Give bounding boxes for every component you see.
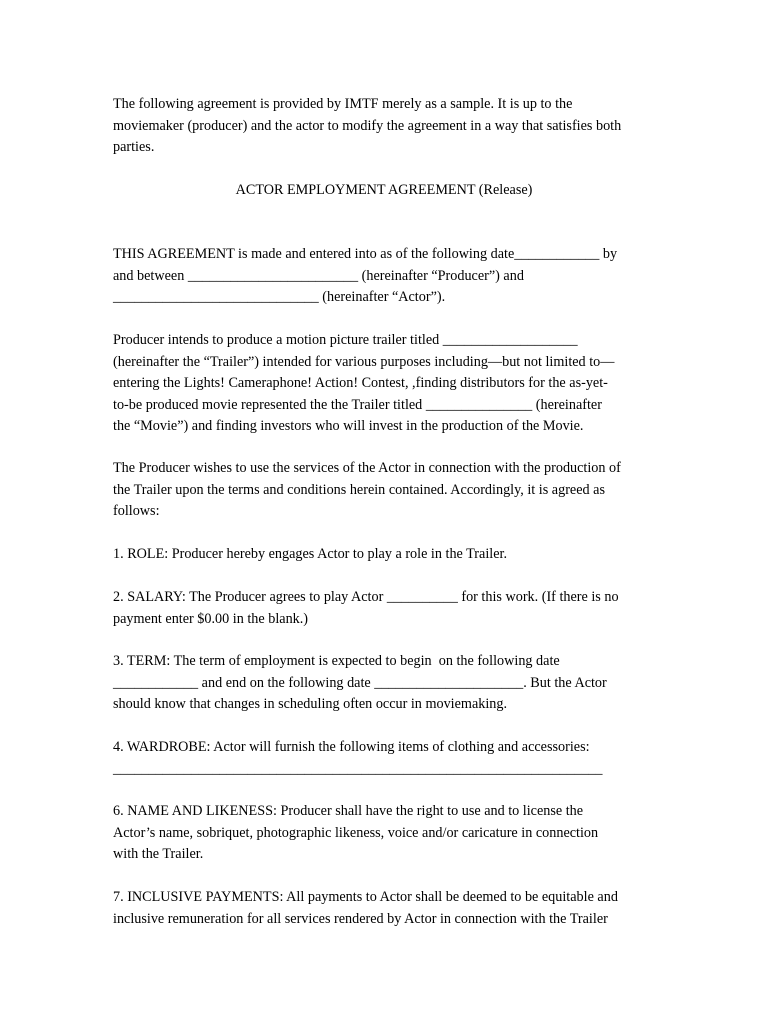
clause-line: 2. SALARY: The Producer agrees to play Actor __________ for this work. (If there is no [113,589,619,605]
clause-line: should know that changes in scheduling often occur in moviemaking. [113,696,508,712]
intro-line: The following agreement is provided by IMTF merely as a sample. It is up to the [113,96,573,112]
intro-line: parties. [113,139,155,155]
clause-line: Actor’s name, sobriquet, photographic likeness, voice and/or caricature in connection [113,824,599,841]
clause-inclusive-payments [113,887,658,930]
clause-role [113,544,658,566]
clause-term [113,651,658,716]
recital-line: the Trailer upon the terms and conditions herein contained. Accordingly, it is agreed as [113,481,605,498]
clause-line: with the Trailer. [113,846,204,862]
clause-line: 1. ROLE: Producer hereby engages Actor to play a role in the Trailer. [113,546,507,562]
recital-line: to-be produced movie represented the the Trailer titled _______________ (hereinafter [113,396,602,413]
clause-line: 7. INCLUSIVE PAYMENTS: All payments to Actor shall be deemed to be equitable and [113,889,618,905]
preamble-line: THIS AGREEMENT is made and entered into as of the following date____________ by [113,246,618,262]
intro-line: moviemaker (producer) and the actor to modify the agreement in a way that satisfies both [113,117,622,134]
preamble-line: _____________________________ (hereinafter “Actor”). [113,289,446,305]
agreement-title: ACTOR EMPLOYMENT AGREEMENT (Release) [235,182,533,198]
recital-line: entering the Lights! Cameraphone! Action! Contest, ,finding distributors for the as-yet- [113,375,608,391]
intro-paragraph [113,94,658,159]
recital-paragraph-2 [113,458,658,523]
clause-salary [113,587,658,630]
recital-line: (hereinafter the “Trailer”) intended for various purposes including—but not limited to— [113,353,615,370]
clause-line: 3. TERM: The term of employment is expected to begin on the following date [113,653,560,669]
clause-line: ____________ and end on the following date _____________________. But the Actor [113,674,607,691]
recital-line: the “Movie”) and finding investors who will invest in the production of the Movie. [113,418,584,434]
clause-name-and-likeness [113,801,658,866]
clause-wardrobe [113,737,658,780]
recital-line: The Producer wishes to use the services of the Actor in connection with the production of [113,460,621,476]
clause-line: _____________________________________________________________________ [113,760,603,777]
recital-paragraph-1 [113,330,658,438]
clause-line: 4. WARDROBE: Actor will furnish the following items of clothing and accessories: [113,739,590,755]
clause-line: inclusive remuneration for all services rendered by Actor in connection with the Trailer [113,910,608,927]
preamble-line: and between ________________________ (hereinafter “Producer”) and [113,267,524,284]
preamble-paragraph [113,244,658,309]
clause-line: payment enter $0.00 in the blank.) [113,610,309,627]
recital-line: Producer intends to produce a motion picture trailer titled ___________________ [113,332,578,348]
recital-line: follows: [113,503,160,519]
clause-line: 6. NAME AND LIKENESS: Producer shall have the right to use and to license the [113,803,584,819]
